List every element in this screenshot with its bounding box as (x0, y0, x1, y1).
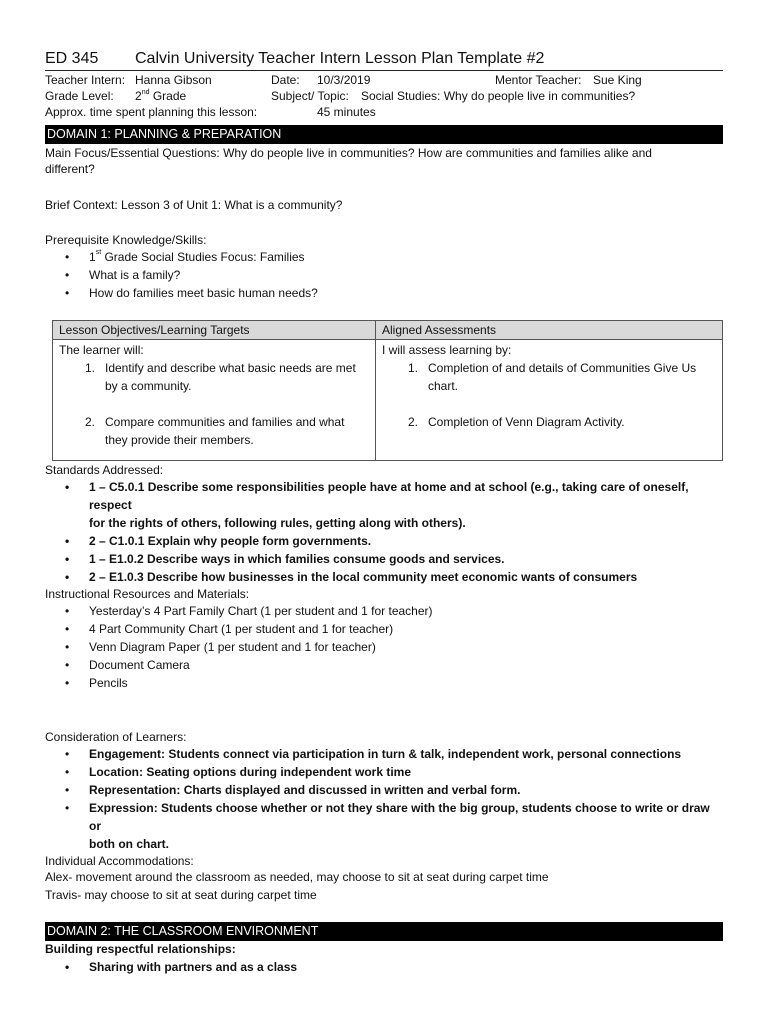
accommodation-alex: Alex- movement around the classroom as needed, may choose to sit at seat during carpet time (45, 870, 549, 884)
objectives-cell: The learner will: 1. Identify and describe what basic needs are met by a community. 2. Compare communities and families and what they provide their members. (53, 340, 376, 461)
list-item: • 1 – E1.0.2 Describe ways in which families consume goods and services. (45, 550, 723, 568)
list-item: 1. Identify and describe what basic needs are met by a community. (85, 361, 356, 393)
list-item: 2. Completion of Venn Diagram Activity. (408, 415, 625, 429)
accommodation-travis: Travis- may choose to sit at seat during carpet time (45, 888, 317, 902)
mentor-label: Mentor Teacher: (495, 73, 582, 87)
main-focus-text: : Why do people live in communities? How are communities and families alike and (216, 146, 652, 160)
list-item: • How do families meet basic human needs? (45, 284, 723, 302)
date-value: 10/3/2019 (317, 73, 371, 87)
list-item: • Location: Seating options during independent work time (45, 763, 723, 781)
learners-heading: Consideration of Learners: (45, 730, 187, 744)
subject-label: Subject/ Topic: (271, 89, 349, 103)
list-item: • Sharing with partners and as a class (45, 958, 723, 976)
course-code: ED 345 (45, 50, 99, 67)
relationships-list (45, 958, 723, 976)
subject-value: Social Studies: Why do people live in communities? (361, 89, 636, 103)
brief-context-text: : Lesson 3 of Unit 1: What is a community? (114, 198, 343, 212)
accommodations-heading: Individual Accommodations: (45, 854, 194, 868)
standards-heading: Standards Addressed: (45, 463, 164, 477)
date-label: Date: (271, 73, 300, 87)
list-item: • 2 – C1.0.1 Explain why people form governments. (45, 532, 723, 550)
list-item: • Expression: Students choose whether or not they share with the big group, students choose to write or draw or both on chart. (45, 799, 723, 853)
learners-list (45, 745, 723, 853)
list-item: • 1 – C5.0.1 Describe some responsibilities people have at home and at school (e.g., taking care of oneself, respect for the rights of others, following rules, getting along with others). (45, 478, 723, 532)
list-item: • Engagement: Students connect via participation in turn & talk, independent work, personal connections (45, 745, 723, 763)
objectives-table (52, 320, 723, 461)
list-item: • What is a family? (45, 266, 723, 284)
teacher-label: Teacher Intern: (45, 73, 126, 87)
domain1-heading: DOMAIN 1: PLANNING & PREPARATION (45, 125, 723, 144)
list-item: • Venn Diagram Paper (1 per student and 1 for teacher) (45, 638, 723, 656)
grade-label: Grade Level: (45, 89, 114, 103)
resources-heading: Instructional Resources and Materials: (45, 587, 250, 601)
list-item: • Pencils (45, 674, 723, 692)
teacher-name: Hanna Gibson (135, 73, 212, 87)
mentor-name: Sue King (593, 73, 642, 87)
list-item: • Representation: Charts displayed and discussed in written and verbal form. (45, 781, 723, 799)
brief-context-label: Brief Context (45, 198, 115, 212)
prereq-list (45, 248, 723, 302)
list-item: 1. Completion of and details of Communities Give Us chart. (408, 361, 697, 393)
list-item: • 4 Part Community Chart (1 per student and 1 for teacher) (45, 620, 723, 638)
list-item: • 1st Grade Social Studies Focus: Families (45, 248, 723, 266)
brief-context (45, 197, 342, 213)
domain2-heading: DOMAIN 2: THE CLASSROOM ENVIRONMENT (45, 922, 723, 941)
list-item: 2. Compare communities and families and what they provide their members. (85, 415, 345, 447)
main-focus-label: Main Focus/Essential Questions (45, 146, 217, 160)
main-focus: Main Focus/Essential Questions: Why do people live in communities? How are communities and families alike and different? (45, 146, 652, 176)
document-title: Calvin University Teacher Intern Lesson Plan Template #2 (135, 50, 545, 67)
planning-time-value: 45 minutes (317, 105, 376, 119)
list-item: • 2 – E1.0.3 Describe how businesses in the local community meet economic wants of consumers (45, 568, 723, 586)
assessments-cell: I will assess learning by: 1. Completion of and details of Communities Give Us chart. 2. Completion of Venn Diagram Activity. (376, 340, 723, 461)
planning-time-label: Approx. time spent planning this lesson: (45, 105, 258, 119)
relationships-heading: Building respectful relationships: (45, 942, 236, 956)
document-header (45, 48, 723, 71)
list-item: • Yesterday’s 4 Part Family Chart (1 per student and 1 for teacher) (45, 602, 723, 620)
objectives-header: Lesson Objectives/Learning Targets (53, 321, 376, 340)
resources-list (45, 602, 723, 692)
prereq-heading: Prerequisite Knowledge/Skills: (45, 233, 207, 247)
grade-value: 2nd Grade (135, 89, 187, 103)
assessments-header: Aligned Assessments (376, 321, 723, 340)
list-item: • Document Camera (45, 656, 723, 674)
standards-list (45, 478, 723, 586)
